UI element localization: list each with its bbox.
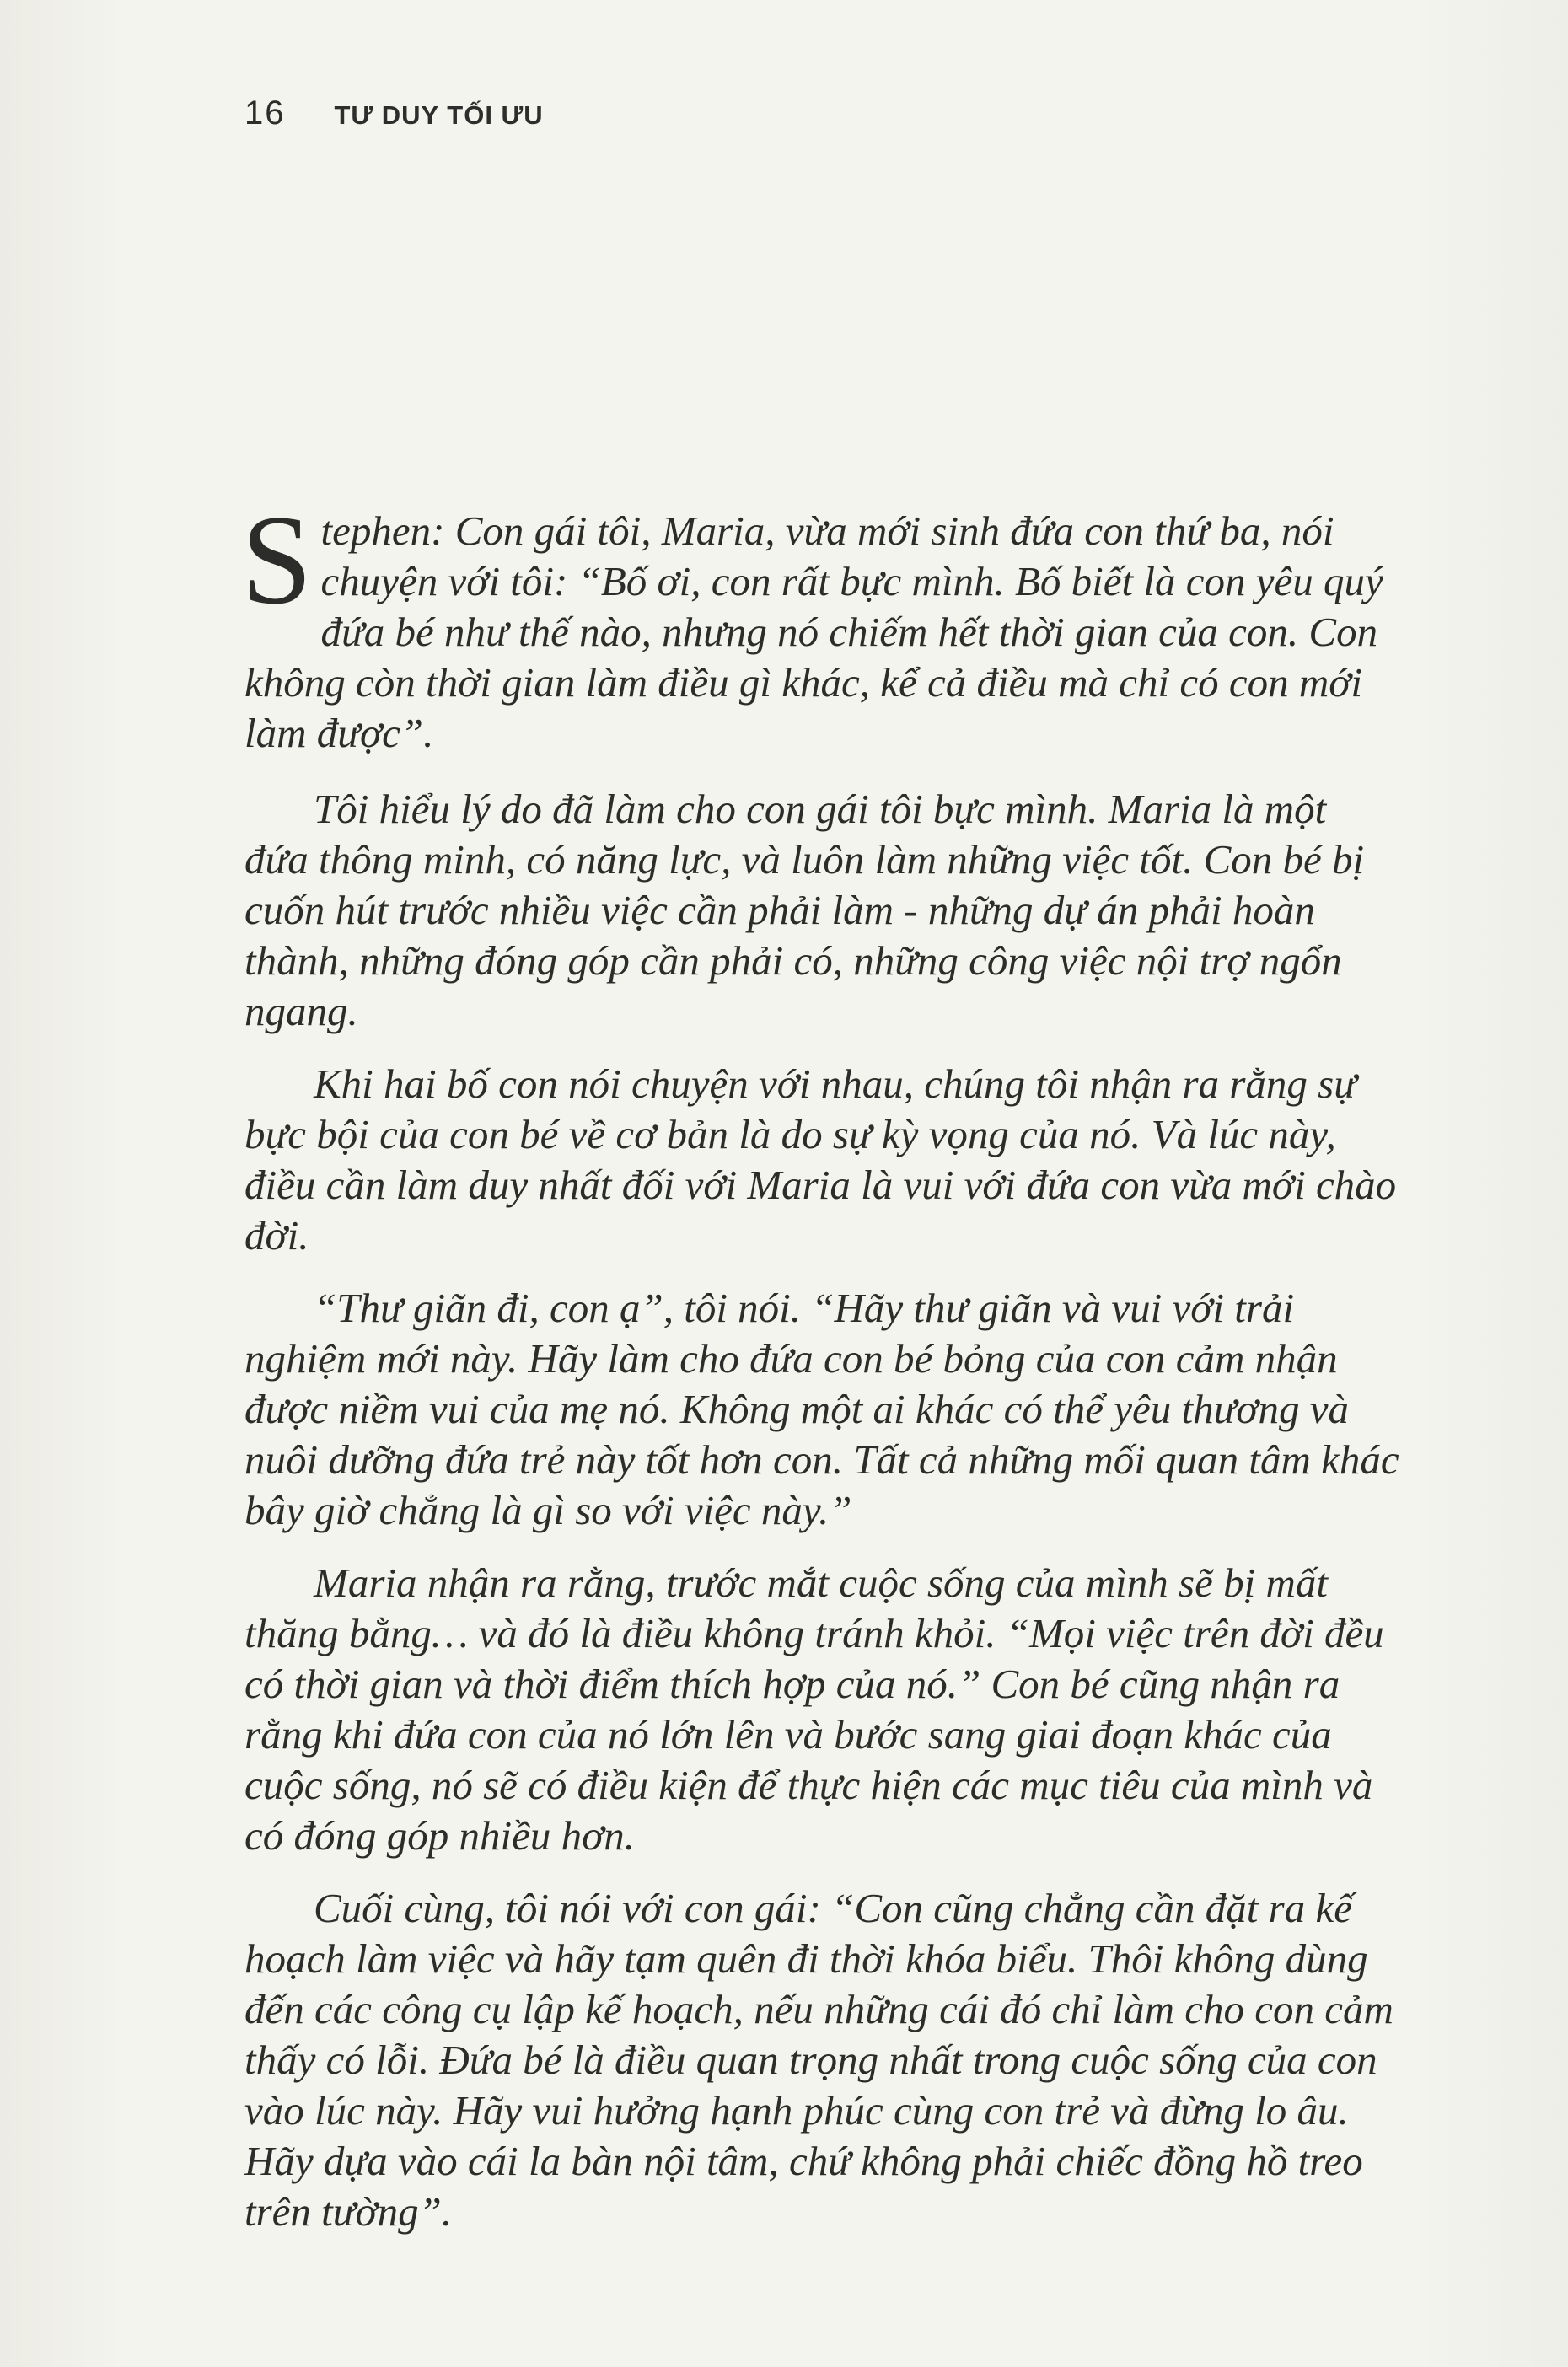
paragraph-1 (241, 489, 1399, 759)
drop-cap: S (241, 489, 313, 631)
body-text (241, 489, 1399, 2259)
running-header (244, 94, 544, 137)
paragraph-6: Cuối cùng, tôi nói với con gái: “Con cũng chẳng cần đặt ra kế hoạch làm việc và hãy tạm quên đi thời khóa biểu. Thôi không dùng đến các công cụ lập kế hoạch, nếu những cái đó chỉ làm cho con cảm thấy có lỗi. Đứa bé là điều quan trọng nhất trong cuộc sống của con vào lúc này. Hãy vui hưởng hạnh phúc cùng con trẻ và đừng lo âu. Hãy dựa vào cái la bàn nội tâm, chứ không phải chiếc đồng hồ treo trên tường”. (244, 1885, 1393, 2235)
paragraph-1-text: tephen: Con gái tôi, Maria, vừa mới sinh đứa con thứ ba, nói chuyện với tôi: “Bố ơi, con rất bực mình. Bố biết là con yêu quý đứa bé như thế nào, nhưng nó chiếm hết thời gian của con. Con không còn thời gian làm điều gì khác, kể cả điều mà chỉ có con mới làm được”. (244, 507, 1383, 756)
book-title: TƯ DUY TỐI ƯU (334, 100, 544, 130)
paragraph-2: Tôi hiểu lý do đã làm cho con gái tôi bực mình. Maria là một đứa thông minh, có năng lực, và luôn làm những việc tốt. Con bé bị cuốn hút trước nhiều việc cần phải làm - những dự án phải hoàn thành, những đóng góp cần phải có, những công việc nội trợ ngổn ngang. (244, 786, 1365, 1034)
paragraph-4: “Thư giãn đi, con ạ”, tôi nói. “Hãy thư giãn và vui với trải nghiệm mới này. Hãy làm cho đứa con bé bỏng của con cảm nhận được niềm vui của mẹ nó. Không một ai khác có thể yêu thương và nuôi dưỡng đứa trẻ này tốt hơn con. Tất cả những mối quan tâm khác bây giờ chẳng là gì so với việc này.” (244, 1285, 1399, 1533)
page-number: 16 (244, 94, 286, 132)
paragraph-3: Khi hai bố con nói chuyện với nhau, chúng tôi nhận ra rằng sự bực bội của con bé về cơ bản là do sự kỳ vọng của nó. Và lúc này, điều cần làm duy nhất đối với Maria là vui với đứa con vừa mới chào đời. (244, 1060, 1397, 1259)
paragraph-5: Maria nhận ra rằng, trước mắt cuộc sống của mình sẽ bị mất thăng bằng… và đó là điều không tránh khỏi. “Mọi việc trên đời đều có thời gian và thời điểm thích hợp của nó.” Con bé cũng nhận ra rằng khi đứa con của nó lớn lên và bước sang giai đoạn khác của cuộc sống, nó sẽ có điều kiện để thực hiện các mục tiêu của mình và có đóng góp nhiều hơn. (244, 1559, 1384, 1859)
